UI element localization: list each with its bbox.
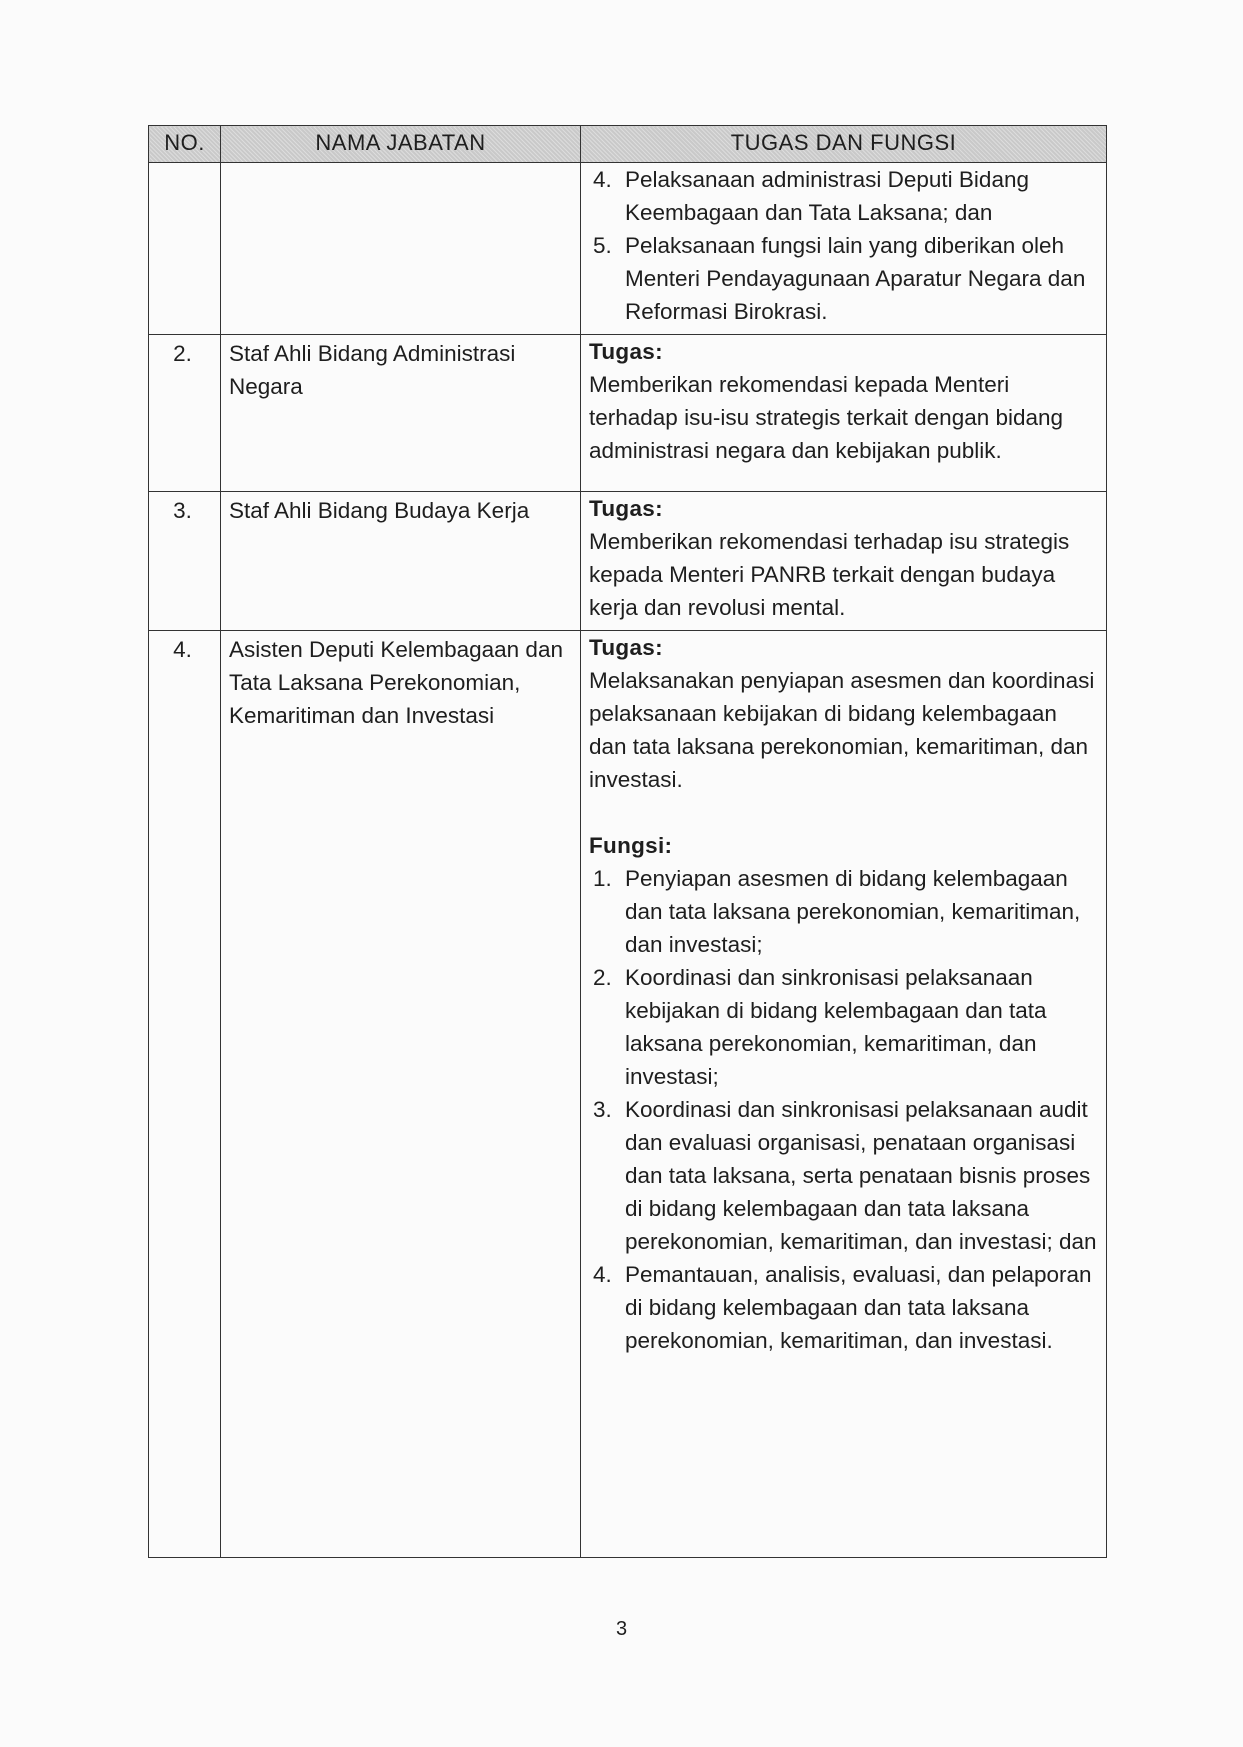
- page-number: 3: [615, 1618, 628, 1640]
- table-row: [149, 631, 1107, 1558]
- list-item-text: Koordinasi dan sinkronisasi pelaksanaan kebijakan di bidang kelembagaan dan tata laksana perekonomian, kemaritiman, dan investasi;: [625, 965, 1047, 1089]
- fungsi-list: [589, 163, 1098, 328]
- table-row: [149, 492, 1107, 631]
- table-row: [149, 163, 1107, 335]
- cell-nama-jabatan: Staf Ahli Bidang Administrasi Negara: [221, 335, 581, 492]
- list-item-text: Pelaksanaan fungsi lain yang diberikan oleh Menteri Pendayagunaan Aparatur Negara dan Reformasi Birokrasi.: [625, 233, 1086, 324]
- list-item: [589, 961, 1098, 1093]
- cell-no: 2.: [149, 335, 221, 492]
- header-no: NO.: [149, 126, 221, 163]
- cell-tugas-fungsi: [581, 631, 1107, 1558]
- list-item-number: 1.: [593, 866, 612, 891]
- list-item-number: 4.: [593, 1262, 612, 1287]
- cell-no: 3.: [149, 492, 221, 631]
- header-nama-jabatan: NAMA JABATAN: [221, 126, 581, 163]
- cell-tugas-fungsi: [581, 335, 1107, 492]
- list-item-text: Koordinasi dan sinkronisasi pelaksanaan audit dan evaluasi organisasi, penataan organisasi dan tata laksana, serta penataan bisnis proses di bidang kelembagaan dan tata laksana perekonomian, kemaritiman, dan investasi; dan: [625, 1097, 1097, 1254]
- cell-no: [149, 163, 221, 335]
- cell-no: 4.: [149, 631, 221, 1558]
- jabatan-table: [148, 125, 1107, 1558]
- list-item-number: 5.: [593, 233, 612, 258]
- list-item: [589, 1093, 1098, 1258]
- tugas-text: Melaksanakan penyiapan asesmen dan koordinasi pelaksanaan kebijakan di bidang kelembagaan dan tata laksana perekonomian, kemaritiman, dan investasi.: [589, 668, 1095, 792]
- cell-nama-jabatan: Asisten Deputi Kelembagaan dan Tata Laksana Perekonomian, Kemaritiman dan Investasi: [221, 631, 581, 1558]
- table-header-row: [149, 126, 1107, 163]
- spacer: [589, 796, 1098, 829]
- list-item-text: Pemantauan, analisis, evaluasi, dan pelaporan di bidang kelembagaan dan tata laksana perekonomian, kemaritiman, dan investasi.: [625, 1262, 1092, 1353]
- cell-nama-jabatan: Staf Ahli Bidang Budaya Kerja: [221, 492, 581, 631]
- list-item-text: Pelaksanaan administrasi Deputi Bidang Keembagaan dan Tata Laksana; dan: [625, 167, 1029, 225]
- list-item-text: Penyiapan asesmen di bidang kelembagaan dan tata laksana perekonomian, kemaritiman, dan investasi;: [625, 866, 1081, 957]
- list-item: [589, 1258, 1098, 1357]
- fungsi-list: [589, 862, 1098, 1357]
- tugas-label: Tugas:: [589, 635, 663, 660]
- list-item-number: 4.: [593, 167, 612, 192]
- list-item: [589, 163, 1098, 229]
- tugas-text: Memberikan rekomendasi terhadap isu strategis kepada Menteri PANRB terkait dengan budaya kerja dan revolusi mental.: [589, 529, 1070, 620]
- cell-tugas-fungsi: [581, 163, 1107, 335]
- list-item-number: 3.: [593, 1097, 612, 1122]
- tugas-label: Tugas:: [589, 496, 663, 521]
- cell-nama-jabatan: [221, 163, 581, 335]
- tugas-label: Tugas:: [589, 339, 663, 364]
- fungsi-label: Fungsi:: [589, 833, 673, 858]
- list-item-number: 2.: [593, 965, 612, 990]
- list-item: [589, 229, 1098, 328]
- table-row: [149, 335, 1107, 492]
- tugas-text: Memberikan rekomendasi kepada Menteri terhadap isu-isu strategis terkait dengan bidang administrasi negara dan kebijakan publik.: [589, 372, 1064, 463]
- header-tugas-dan-fungsi: TUGAS DAN FUNGSI: [581, 126, 1107, 163]
- cell-tugas-fungsi: [581, 492, 1107, 631]
- list-item: [589, 862, 1098, 961]
